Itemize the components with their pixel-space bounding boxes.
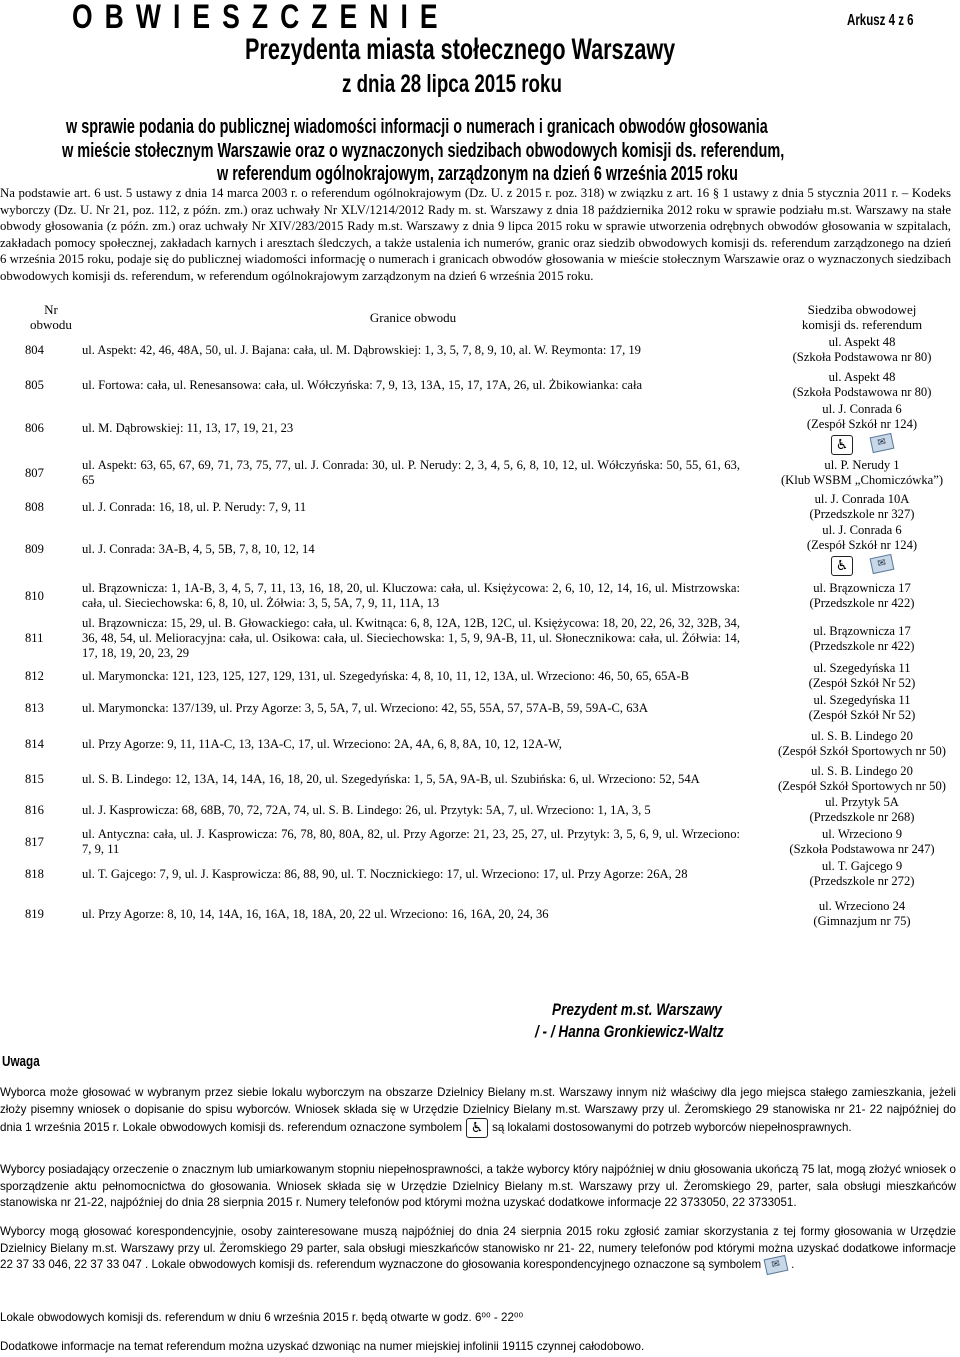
seat-address: ul. Brązownicza 17	[813, 581, 911, 595]
district-seat	[754, 616, 960, 661]
district-seat	[754, 859, 960, 889]
envelope-icon: ✉	[870, 554, 895, 574]
table-row	[0, 795, 960, 825]
district-number: 808	[25, 499, 44, 514]
subject-line-1: w sprawie podania do publicznej wiadomości informacji o numerach i granicach obwodów głosowania	[66, 116, 768, 138]
header-bounds: Granice obwodu	[369, 309, 457, 325]
seat-institution: (Zespół Szkół nr 124)	[806, 538, 918, 552]
table-row	[0, 491, 960, 523]
seat-address: ul. T. Gajcego 9	[821, 859, 903, 873]
seat-institution: (Przedszkole nr 327)	[809, 507, 915, 521]
district-seat	[754, 491, 960, 523]
district-seat	[754, 763, 960, 795]
seat-address: ul. Wrzeciono 9	[821, 827, 903, 841]
table-row	[0, 368, 960, 402]
seat-address: ul. Aspekt 48	[828, 370, 896, 384]
table-row	[0, 825, 960, 859]
district-number: 815	[25, 771, 44, 786]
district-number: 812	[25, 668, 44, 683]
seat-address: ul. P. Nerudy 1	[824, 458, 900, 472]
signature-name: / - / Hanna Gronkiewicz-Waltz	[535, 1022, 724, 1041]
seat-address: ul. Szegedyńska 11	[813, 693, 911, 707]
page-subtitle: Prezydenta miasta stołecznego Warszawy	[245, 33, 676, 66]
district-seat	[754, 368, 960, 402]
seat-address: ul. Wrzeciono 24	[818, 899, 906, 913]
district-bounds: ul. Przy Agorze: 8, 10, 14, 14A, 16, 16A, 18, 18A, 20, 22 ul. Wrzeciono: 16, 16A, 20, 24, 36	[82, 906, 549, 921]
table-row	[0, 661, 960, 691]
subject-line-2: w mieście stołecznym Warszawie oraz o wyznaczonych siedzibach obwodowych komisji ds. referendum,	[62, 140, 785, 162]
seat-institution: (Zespół Szkół Sportowych nr 50)	[778, 744, 946, 758]
district-seat	[754, 402, 960, 455]
district-bounds: ul. Fortowa: cała, ul. Renesansowa: cała, ul. Wółczyńska: 7, 9, 13, 13A, 15, 17, 17A, 26, ul. Żbikowianka: cała	[82, 377, 643, 392]
seat-address: ul. S. B. Lindego 20	[811, 764, 913, 778]
district-bounds: ul. Aspekt: 63, 65, 67, 69, 71, 73, 75, 77, ul. J. Conrada: 30, ul. P. Nerudy: 2, 3, 4, 5, 6, 8, 10, 12, ul. Wółczyńska: 50, 55, 61, 63, 65	[82, 458, 740, 487]
legal-basis-paragraph: Na podstawie art. 6 ust. 5 ustawy z dnia 14 marca 2003 r. o referendum ogólnokrajowym (Dz. U. z 2015 r. poz. 318) w związku z art. 16 § 1 ustawy z dnia 5 stycznia 2011 r. – Kodeks wyborczy (Dz. U. Nr 21, poz. 112, z późn. zm.) oraz uchwały Nr XLV/1214/2012 Rady m. st. Warszawy z dnia 18 października 2012 roku w sprawie podziału m.st. Warszawy na stałe obwody głosowania (z późn. zm.) oraz uchwały Nr XIV/283/2015 Rady m.st. Warszawy z dnia 9 lipca 2015 roku w sprawie utworzenia odrębnych obwodów głosowania w szpitalach, zakładach pomocy społecznej, zakładach karnych i aresztach śledczych, a także ustalenia ich numerów, granic oraz siedzib obwodowych komisji ds. referendum zarządzonego na dzień 6 września 2015 roku, podaje się do publicznej wiadomości informację o numerach i granicach obwodów głosowania w mieście stołecznym Warszawie oraz o wyznaczonych siedzibach obwodowych komisji ds. referendum, w referendum ogólnokrajowym zarządzonym na dzień 6 września 2015 roku.	[0, 186, 951, 283]
seat-institution: (Przedszkole nr 422)	[809, 596, 915, 610]
seat-institution: (Szkoła Podstawowa nr 80)	[792, 350, 932, 364]
table-row	[0, 616, 960, 661]
table-row	[0, 859, 960, 889]
district-bounds: ul. S. B. Lindego: 12, 13A, 14, 14A, 16, 18, 20, ul. Szegedyńska: 1, 5, 5A, 9A-B, ul. Szubińska: 6, ul. Wrzeciono: 52, 54A	[82, 771, 700, 786]
note-paragraph-4: Lokale obwodowych komisji ds. referendum w dniu 6 września 2015 r. będą otwarte w godz. 6⁰⁰ - 22⁰⁰	[0, 1311, 524, 1324]
district-number: 811	[25, 631, 44, 645]
table-row	[0, 725, 960, 763]
seat-institution: (Zespół Szkół nr 124)	[806, 417, 918, 431]
seat-institution: (Przedszkole nr 272)	[809, 874, 915, 888]
district-seat	[754, 661, 960, 691]
seat-address: ul. S. B. Lindego 20	[811, 729, 913, 743]
table-row	[0, 691, 960, 725]
seat-address: ul. J. Conrada 10A	[814, 492, 910, 506]
sheet-number: Arkusz 4 z 6	[847, 12, 914, 29]
table-row	[0, 889, 960, 939]
envelope-icon: ✉	[764, 1255, 789, 1275]
wheelchair-icon: ♿	[466, 1118, 488, 1138]
district-seat	[754, 576, 960, 616]
district-seat	[754, 825, 960, 859]
seat-institution: (Zespół Szkół Nr 52)	[808, 708, 916, 722]
district-number: 814	[25, 736, 44, 751]
seat-address: ul. Aspekt 48	[828, 335, 896, 349]
district-seat	[754, 523, 960, 576]
table-row	[0, 455, 960, 491]
seat-address: ul. Przytyk 5A	[825, 795, 899, 809]
note-paragraph-1: Wyborca może głosować w wybranym przez siebie lokalu wyborczym na obszarze Dzielnicy Bielany m.st. Warszawy innym niż właściwy dla jego miejsca stałego zamieszkania, jeżeli złoży pisemny wniosek o dopisanie do spisu wyborców. Wniosek składa się w Urzędzie Dzielnicy Bielany m.st. Warszawy przy ul. Żeromskiego 29 stanowiska nr 21- 22 najpóźniej do dnia 1 września 2015 r. Lokale obwodowych komisji ds. referendum oznaczone symbolem ♿ są lokalami dostosowanymi do potrzeb wyborców niepełnosprawnych.	[0, 1086, 956, 1136]
district-seat	[754, 795, 960, 825]
table-row	[0, 576, 960, 616]
district-bounds: ul. J. Conrada: 3A-B, 4, 5, 5B, 7, 8, 10, 12, 14	[82, 542, 315, 556]
district-bounds: ul. M. Dąbrowskiej: 11, 13, 17, 19, 21, 23	[82, 421, 294, 435]
district-bounds: ul. Marymoncka: 137/139, ul. Przy Agorze: 3, 5, 5A, 7, ul. Wrzeciono: 42, 55, 55A, 57, 57A-B, 59, 59A-C, 63A	[82, 700, 648, 715]
district-seat	[754, 332, 960, 368]
seat-address: ul. Szegedyńska 11	[813, 661, 911, 675]
district-bounds: ul. Brązownicza: 1, 1A-B, 3, 4, 5, 7, 11, 13, 16, 18, 20, ul. Kluczowa: cała, ul. Księżycowa: 2, 6, 10, 12, 14, 16, ul. Mistrzowska: cała, ul. Sieciechowska: 6, 8, 10, ul. Żółwia: 3, 5, 5A, 7, 9, 11, 11A, 13	[82, 581, 740, 610]
seat-institution: (Zespół Szkół Nr 52)	[808, 676, 916, 690]
district-bounds: ul. Marymoncka: 121, 123, 125, 127, 129, 131, ul. Szegedyńska: 4, 8, 10, 11, 12, 13A, ul. Wrzeciono: 46, 50, 65, 65A-B	[82, 668, 690, 683]
note-paragraph-2: Wyborcy posiadający orzeczenie o znacznym lub umiarkowanym stopniu niepełnosprawności, a także wyborcy który najpóźniej w dniu głosowania ukończą 75 lat, mogą złożyć wniosek o sporządzenie aktu pełnomocnictwa do głosowania. Wniosek składa się w Urzędzie Dzielnicy Bielany m.st. Warszawy przy ul. Żeromskiego 29, parter, sala obsługi mieszkańców stanowiska nr 21-22, najpóźniej do dnia 28 sierpnia 2015 r. Numery telefonów pod którymi można uzyskać dodatkowe informacje 22 3733050, 22 3733051.	[0, 1163, 956, 1209]
seat-institution: (Klub WSBM „Chomiczówka”)	[780, 473, 944, 487]
table-row	[0, 402, 960, 455]
seat-institution: (Przedszkole nr 268)	[809, 810, 915, 824]
district-number: 818	[25, 866, 44, 881]
district-number: 804	[25, 342, 44, 357]
header-nr: Nr obwodu	[30, 302, 72, 332]
district-number: 817	[25, 834, 44, 849]
district-seat	[754, 455, 960, 491]
district-bounds: ul. J. Kasprowicza: 68, 68B, 70, 72, 72A, 74, ul. S. B. Lindego: 26, ul. Przytyk: 5A, 7, ul. Wrzeciono: 1, 1A, 3, 5	[82, 802, 651, 817]
district-bounds: ul. T. Gajcego: 7, 9, ul. J. Kasprowicza: 86, 88, 90, ul. T. Nocznickiego: 17, ul. Wrzeciono: 17, ul. Przy Agorze: 26A, 28	[82, 866, 688, 881]
subject-line-3: w referendum ogólnokrajowym, zarządzonym na dzień 6 września 2015 roku	[217, 163, 738, 185]
district-number: 819	[25, 906, 44, 921]
seat-institution: (Szkoła Podstawowa nr 80)	[792, 385, 932, 399]
wheelchair-icon: ♿	[831, 556, 853, 576]
district-seat	[754, 725, 960, 763]
district-bounds: ul. Aspekt: 42, 46, 48A, 50, ul. J. Bajana: cała, ul. M. Dąbrowskiej: 1, 3, 5, 7, 8, 9, 10, al. W. Reymonta: 17, 19	[82, 342, 641, 357]
seat-symbols	[754, 435, 960, 455]
district-number: 805	[25, 377, 44, 392]
seat-institution: (Zespół Szkół Sportowych nr 50)	[778, 779, 946, 793]
table-header-row	[0, 302, 960, 332]
table-row	[0, 332, 960, 368]
district-bounds: ul. Brązownicza: 15, 29, ul. B. Głowackiego: cała, ul. Kwitnąca: 6, 8, 12A, 12B, 12C, ul. Księżycowa: 18, 20, 22, 26, 32, 32B, 34, 36, 48, 54, ul. Melioracyjna: cała, ul. Osikowa: cała, ul. Sieciechowska: 1, 5, 9, 9A-B, 11, ul. Słonecznikowa: cała, ul. Żółwia: 14, 17, 18, 19, 20, 23, 29	[82, 616, 740, 660]
districts-table	[0, 302, 960, 939]
note-paragraph-5: Dodatkowe informacje na temat referendum można uzyskać dzwoniąc na numer miejskiej infolinii 19115 czynnej całodobowo.	[0, 1340, 645, 1353]
table-row	[0, 523, 960, 576]
note-paragraph-3: Wyborcy mogą głosować korespondencyjnie, osoby zainteresowane muszą najpóźniej do dnia 24 sierpnia 2015 roku zgłosić zamiar skorzystania z tej formy głosowania w Urzędzie Dzielnicy Bielany m.st. Warszawy przy ul. Żeromskiego 29 parter, sala obsługi mieszkańców stanowisko nr 21- 22, numery telefonów pod którymi można uzyskać dodatkowe informacje 22 37 33 046, 22 37 33 047 . Lokale obwodowych komisji ds. referendum wyznaczone do głosowania korespondencyjnego oznaczone są symbolem ✉ .	[0, 1224, 956, 1274]
district-bounds: ul. Przy Agorze: 9, 11, 11A-C, 13, 13A-C, 17, ul. Wrzeciono: 2A, 4A, 6, 8, 8A, 10, 12, 12A-W,	[82, 736, 562, 751]
header-seat: Siedziba obwodowej komisji ds. referendum	[801, 302, 923, 332]
notes-heading: Uwaga	[2, 1053, 40, 1070]
seat-institution: (Gimnazjum nr 75)	[813, 914, 911, 928]
district-bounds: ul. Antyczna: cała, ul. J. Kasprowicza: 76, 78, 80, 80A, 82, ul. Przy Agorze: 21, 23, 25, 27, ul. Przytyk: 3, 5, 6, 9, ul. Wrzeciono: 7, 9, 11	[82, 827, 740, 856]
district-seat	[754, 691, 960, 725]
seat-institution: (Szkoła Podstawowa nr 247)	[789, 842, 935, 856]
wheelchair-icon: ♿	[831, 435, 853, 455]
district-number: 810	[25, 588, 44, 603]
district-number: 816	[25, 802, 44, 817]
seat-address: ul. J. Conrada 6	[822, 523, 902, 537]
district-number: 809	[25, 542, 44, 556]
table-row	[0, 763, 960, 795]
page-title: O B W I E S Z C Z E N I E	[72, 0, 440, 36]
seat-institution: (Przedszkole nr 422)	[809, 638, 915, 653]
district-number: 813	[25, 700, 44, 715]
seat-address: ul. J. Conrada 6	[822, 402, 902, 416]
seat-address: ul. Brązownicza 17	[813, 623, 911, 638]
seat-symbols	[754, 556, 960, 576]
page-date: z dnia 28 lipca 2015 roku	[342, 70, 562, 98]
signature-title: Prezydent m.st. Warszawy	[552, 1000, 722, 1019]
district-number: 806	[25, 421, 44, 435]
district-number: 807	[25, 465, 44, 480]
district-bounds: ul. J. Conrada: 16, 18, ul. P. Nerudy: 7, 9, 11	[82, 499, 307, 514]
envelope-icon: ✉	[870, 433, 895, 453]
district-seat	[754, 889, 960, 939]
